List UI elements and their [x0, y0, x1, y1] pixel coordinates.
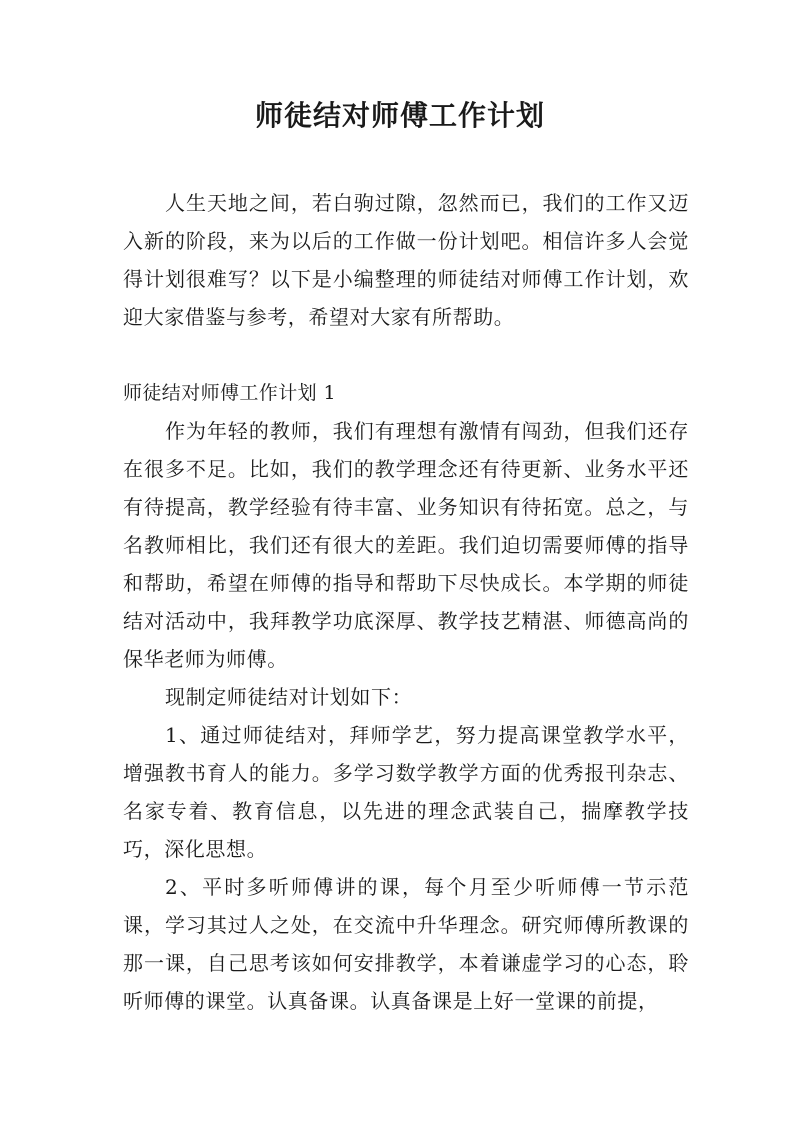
body-paragraph-1: 作为年轻的教师，我们有理想有激情有闯劲，但我们还存在很多不足。比如，我们的教学理念还有待更新、业务水平还有待提高，教学经验有待丰富、业务知识有待拓宽。总之，与名教师相比，我们还有很大的差距。我们迫切需要师傅的指导和帮助，希望在师傅的指导和帮助下尽快成长。本学期的师徒结对活动中，我拜教学功底深厚、教学技艺精湛、师德高尚的保华老师为师傅。: [123, 419, 689, 671]
section-heading: 师徒结对师傅工作计划 1: [123, 382, 336, 404]
body-paragraph-3: 1、通过师徒结对，拜师学艺，努力提高课堂教学水平，增强教书育人的能力。多学习数学教学方面的优秀报刊杂志、名家专着、教育信息，以先进的理念武装自己，揣摩教学技巧，深化思想。: [123, 723, 689, 861]
document-body: [123, 184, 689, 1020]
body-paragraph-2: 现制定师徒结对计划如下：: [165, 685, 413, 709]
document-title: 师徒结对师傅工作计划: [254, 99, 545, 132]
intro-paragraph: 人生天地之间，若白驹过隙，忽然而已，我们的工作又迈入新的阶段，来为以后的工作做一份计划吧。相信许多人会觉得计划很难写？以下是小编整理的师徒结对师傅工作计划，欢迎大家借鉴与参考，希望对大家有所帮助。: [123, 191, 689, 329]
body-paragraph-4: 2、平时多听师傅讲的课，每个月至少听师傅一节示范课，学习其过人之处，在交流中升华理念。研究师傅所教课的那一课，自己思考该如何安排教学，本着谦虚学习的心态，聆听师傅的课堂。认真备课。认真备课是上好一堂课的前提，: [123, 875, 689, 1013]
